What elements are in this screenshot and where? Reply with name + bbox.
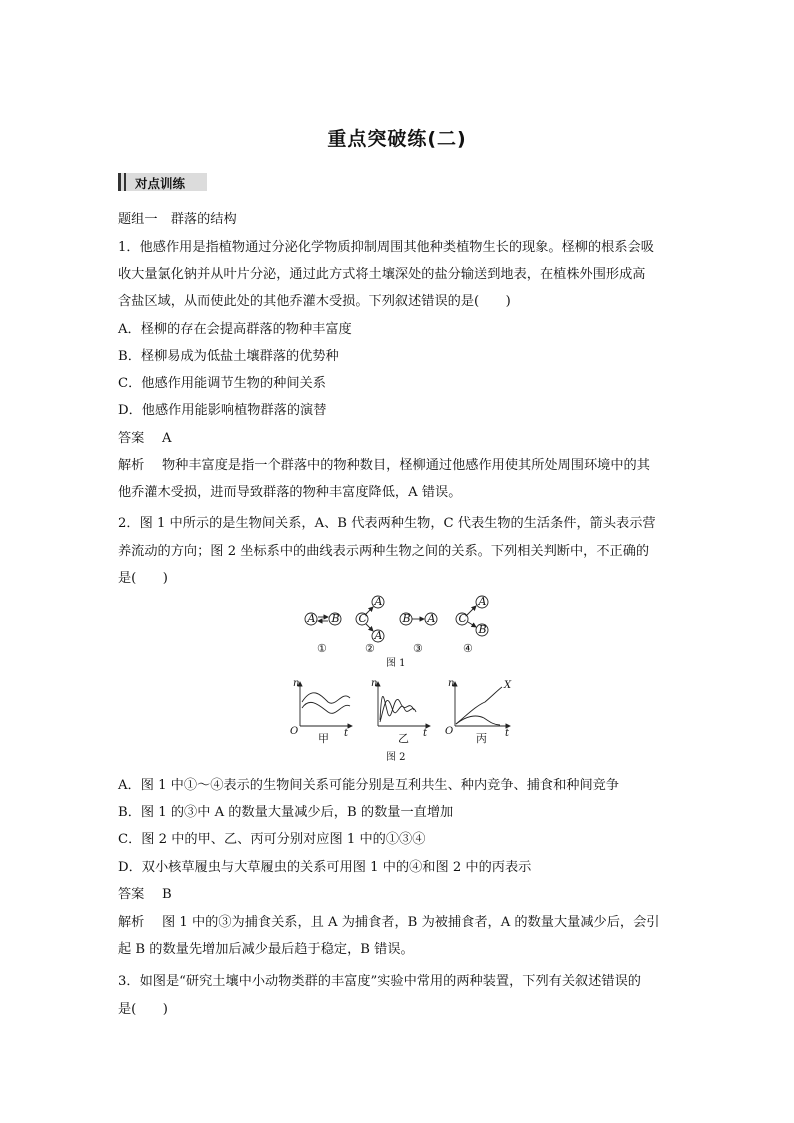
q2-stem-line-1: 2．图 1 中所示的是生物间关系，A、B 代表两种生物，C 代表生物的生活条件，箭头表示营: [118, 516, 656, 531]
fig2-label-jia: 甲: [318, 732, 329, 745]
q2-analysis-text-1: 图 1 中的③为捕食关系，且 A 为捕食者，B 为被捕食者，A 的数量大量减少后，会引: [162, 915, 660, 930]
section-tag: [118, 173, 207, 191]
q2-option-c: C．图 2 中的甲、乙、丙可分别对应图 1 中的①③④: [118, 832, 426, 847]
fig2-axis-t-1: t: [344, 728, 349, 739]
q2-analysis-label: 解析: [118, 915, 145, 930]
q3-stem-line-2: 是( ): [118, 1002, 168, 1017]
fig2-axis-n-3: n: [448, 678, 455, 689]
q1-option-b: B．柽柳易成为低盐土壤群落的优势种: [118, 349, 339, 364]
q3-stem-line-1: 3．如图是“研究土壤中小动物类群的丰富度”实验中常用的两种装置，下列有关叙述错误的: [118, 974, 641, 989]
q2-stem-line-3: 是( ): [118, 571, 168, 586]
fig1-number-1: ①: [317, 642, 327, 655]
fig1-node-a-4: A: [478, 595, 487, 608]
fig2-axis-n-1: n: [293, 678, 300, 689]
fig2-axis-t-2: t: [423, 728, 428, 739]
q2-answer-label: 答案: [118, 887, 145, 902]
q1-analysis-text-1: 物种丰富度是指一个群落中的物种数目，柽柳通过他感作用使其所处周围环境中的其: [162, 458, 650, 473]
fig1-number-3: ③: [413, 642, 423, 655]
q1-stem-line-1: 1．他感作用是指植物通过分泌化学物质抑制周围其他种类植物生长的现象。柽柳的根系会吸: [118, 240, 654, 255]
q2-analysis-line-2: 起 B 的数量先增加后减少最后趋于稳定，B 错误。: [118, 942, 414, 957]
q1-analysis-line-2: 他乔灌木受损，进而导致群落的物种丰富度降低，A 错误。: [118, 485, 462, 500]
section-tag-label: 对点训练: [135, 176, 186, 191]
q1-stem-line-3: 含盐区域，从而使此处的其他乔灌木受损。下列叙述错误的是( ): [118, 294, 511, 309]
fig2-axis-t-3: t: [505, 728, 510, 739]
fig1-node-b-1: B: [331, 612, 340, 625]
fig1-node-c-2: C: [358, 612, 367, 625]
fig1-node-c-4: C: [458, 612, 467, 625]
q1-analysis-line-1: [118, 454, 650, 473]
q2-option-d: D．双小核草履虫与大草履虫的关系可用图 1 中的④和图 2 中的丙表示: [118, 860, 532, 875]
q2-option-a: A．图 1 中①～④表示的生物间关系可能分别是互利共生、种内竞争、捕食和种间竞争: [118, 778, 620, 793]
q1-option-c: C．他感作用能调节生物的种间关系: [118, 376, 326, 391]
q1-stem-line-2: 收大量氯化钠并从叶片分泌，通过此方式将土壤深处的盐分输送到地表，在植株外围形成高: [118, 267, 646, 282]
fig1-number-4: ④: [463, 642, 473, 655]
q1-answer-label: 答案: [118, 431, 145, 446]
fig2-label-bing: 丙: [476, 732, 487, 745]
q2-stem-line-2: 养流动的方向；图 2 坐标系中的曲线表示两种生物之间的关系。下列相关判断中，不正确的: [118, 544, 650, 559]
fig1-node-a-1: A: [307, 612, 316, 625]
q2-analysis-line-1: [118, 911, 659, 930]
q1-option-a: A．柽柳的存在会提高群落的物种丰富度: [118, 322, 352, 337]
page-title: 重点突破练(二): [327, 128, 467, 150]
fig2-curve-x-label: X: [504, 680, 512, 691]
fig2-panel-jia: [300, 682, 352, 726]
q1-answer-value: A: [162, 431, 172, 446]
q2-figure: [280, 590, 520, 770]
fig2-panel-yi: [378, 682, 430, 726]
fig2-origin-3: O: [445, 726, 454, 737]
q1-analysis-label: 解析: [118, 458, 145, 473]
section-tag-bar: [124, 173, 126, 191]
q2-figure-svg: [280, 590, 520, 770]
fig2-caption: 图 2: [386, 752, 406, 763]
fig1-node-a-3: A: [427, 612, 436, 625]
fig1-caption: 图 1: [386, 658, 406, 669]
fig1-node-a-2a: A: [374, 595, 383, 608]
q2-answer-value: B: [162, 887, 172, 902]
fig1-node-a-2b: A: [374, 629, 383, 642]
fig2-label-yi: 乙: [398, 732, 409, 745]
fig1-node-b-4: B: [478, 623, 487, 636]
q2-option-b: B．图 1 的③中 A 的数量大量减少后，B 的数量一直增加: [118, 805, 454, 820]
fig1-number-2: ②: [365, 642, 375, 655]
group-heading: 题组一 群落的结构: [118, 212, 237, 227]
q1-answer: [118, 427, 172, 446]
fig2-panel-bing: [455, 682, 510, 726]
fig2-axis-n-2: n: [371, 678, 378, 689]
fig1-node-b-3: B: [402, 612, 411, 625]
q2-answer: [118, 883, 172, 902]
fig2-origin-1: O: [290, 726, 299, 737]
q1-option-d: D．他感作用能影响植物群落的演替: [118, 403, 327, 418]
